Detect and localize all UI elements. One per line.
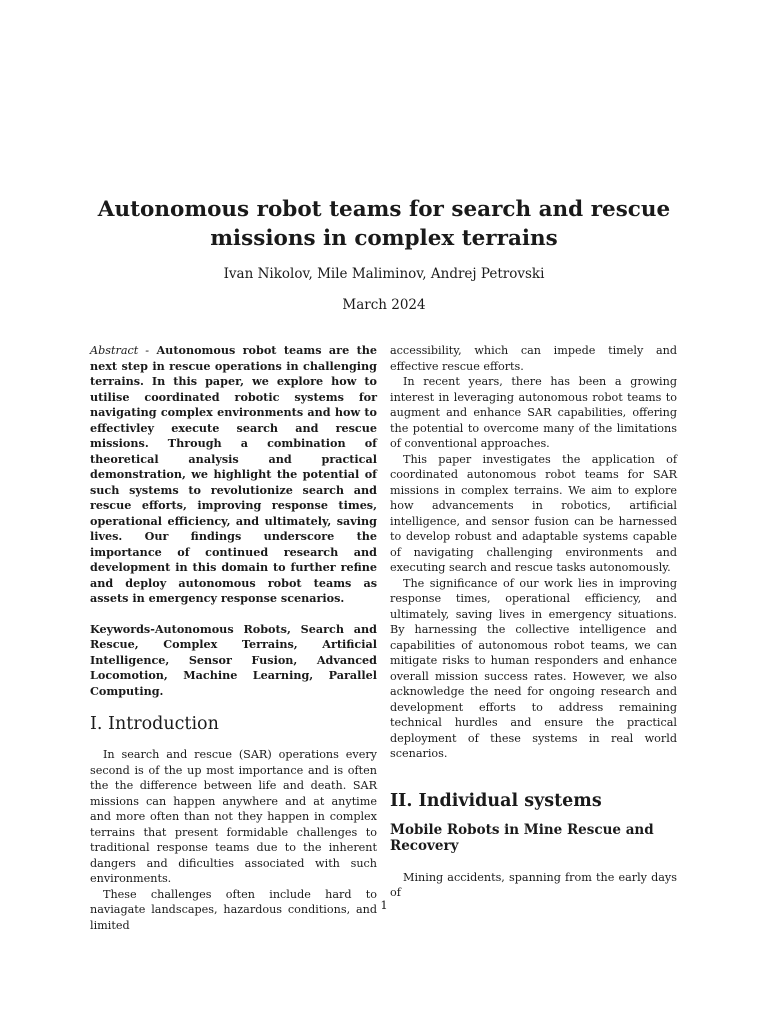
intro-paragraph-5: The significance of our work lies in improving response times, operational efficiency, and ultimately, saving lives in emergency situations. By harnessing the collective intelligence and capabilities of autonomous robot teams, we can mitigate risks to human responders and enhance overall mission success rates. However, we also acknowledge the need for ongoing research and development efforts to address remaining technical hurdles and ensure the practical deployment of these systems in real world scenarios.	[390, 576, 677, 760]
paper-date: March 2024	[342, 297, 426, 313]
paper-authors: Ivan Nikolov, Mile Maliminov, Andrej Petrovski	[223, 266, 545, 282]
intro-paragraph-3: In recent years, there has been a growing interest in leveraging autonomous robot teams to augment and enhance SAR capabilities, offering the potential to overcome many of the limitations of conventional approaches.	[390, 375, 677, 450]
right-column	[390, 343, 677, 901]
section-heading-individual-systems: II. Individual systems	[390, 790, 602, 811]
section-heading-introduction: I. Introduction	[90, 714, 219, 734]
left-column	[90, 343, 377, 933]
abstract-text: Autonomous robot teams are the next step in rescue operations in challenging terrains. In this paper, we explore how to utilise coordinated robotic systems for navigating complex environments and how to effectivley execute search and rescue missions. Through a combination of theoretical analysis and practical demonstration, we highlight the potential of such systems to revolutionize search and rescue efforts, improving response times, operational efficiency, and ultimately, saving lives. Our findings underscore the importance of continued research and development in this domain to further refine and deploy autonomous robot teams as assets in emergency response scenarios.	[90, 343, 377, 605]
paper-title: Autonomous robot teams for search and rescue missions in complex terrains	[97, 197, 671, 251]
intro-paragraph-1: In search and rescue (SAR) operations every second is of the up most importance and is often the the difference between life and death. SAR missions can happen anywhere and at anytime and more often than not they happen in complex terrains that present formidable challenges to traditional response teams due to the inherent dangers and dificulties associated with such environments.	[90, 748, 377, 885]
intro-paragraph-2-continued: accessibility, which can impede timely and effective rescue efforts.	[390, 344, 677, 373]
page-number: 1	[380, 898, 388, 912]
keywords: Keywords-Autonomous Robots, Search and Rescue, Complex Terrains, Artificial Intelligence, Sensor Fusion, Advanced Locomotion, Machine Learning, Parallel Computing.	[90, 621, 377, 698]
abstract-label: Abstract -	[90, 344, 150, 357]
intro-paragraph-4: This paper investigates the application of coordinated autonomous robot teams for SAR missions in complex terrains. We aim to explore how advancements in robotics, artificial intelligence, and sensor fusion can be harnessed to develop robust and adaptable systems capable of navigating challenging environments and executing search and rescue tasks autonomously.	[390, 452, 677, 574]
intro-paragraph-2: These challenges often include hard to naviagate landscapes, hazardous conditions, and limited	[90, 887, 377, 932]
abstract	[90, 343, 377, 607]
subsection-heading-mobile-robots: Mobile Robots in Mine Rescue and Recovery	[390, 821, 654, 854]
subsection-paragraph-1: Mining accidents, spanning from the early days of	[390, 870, 677, 899]
